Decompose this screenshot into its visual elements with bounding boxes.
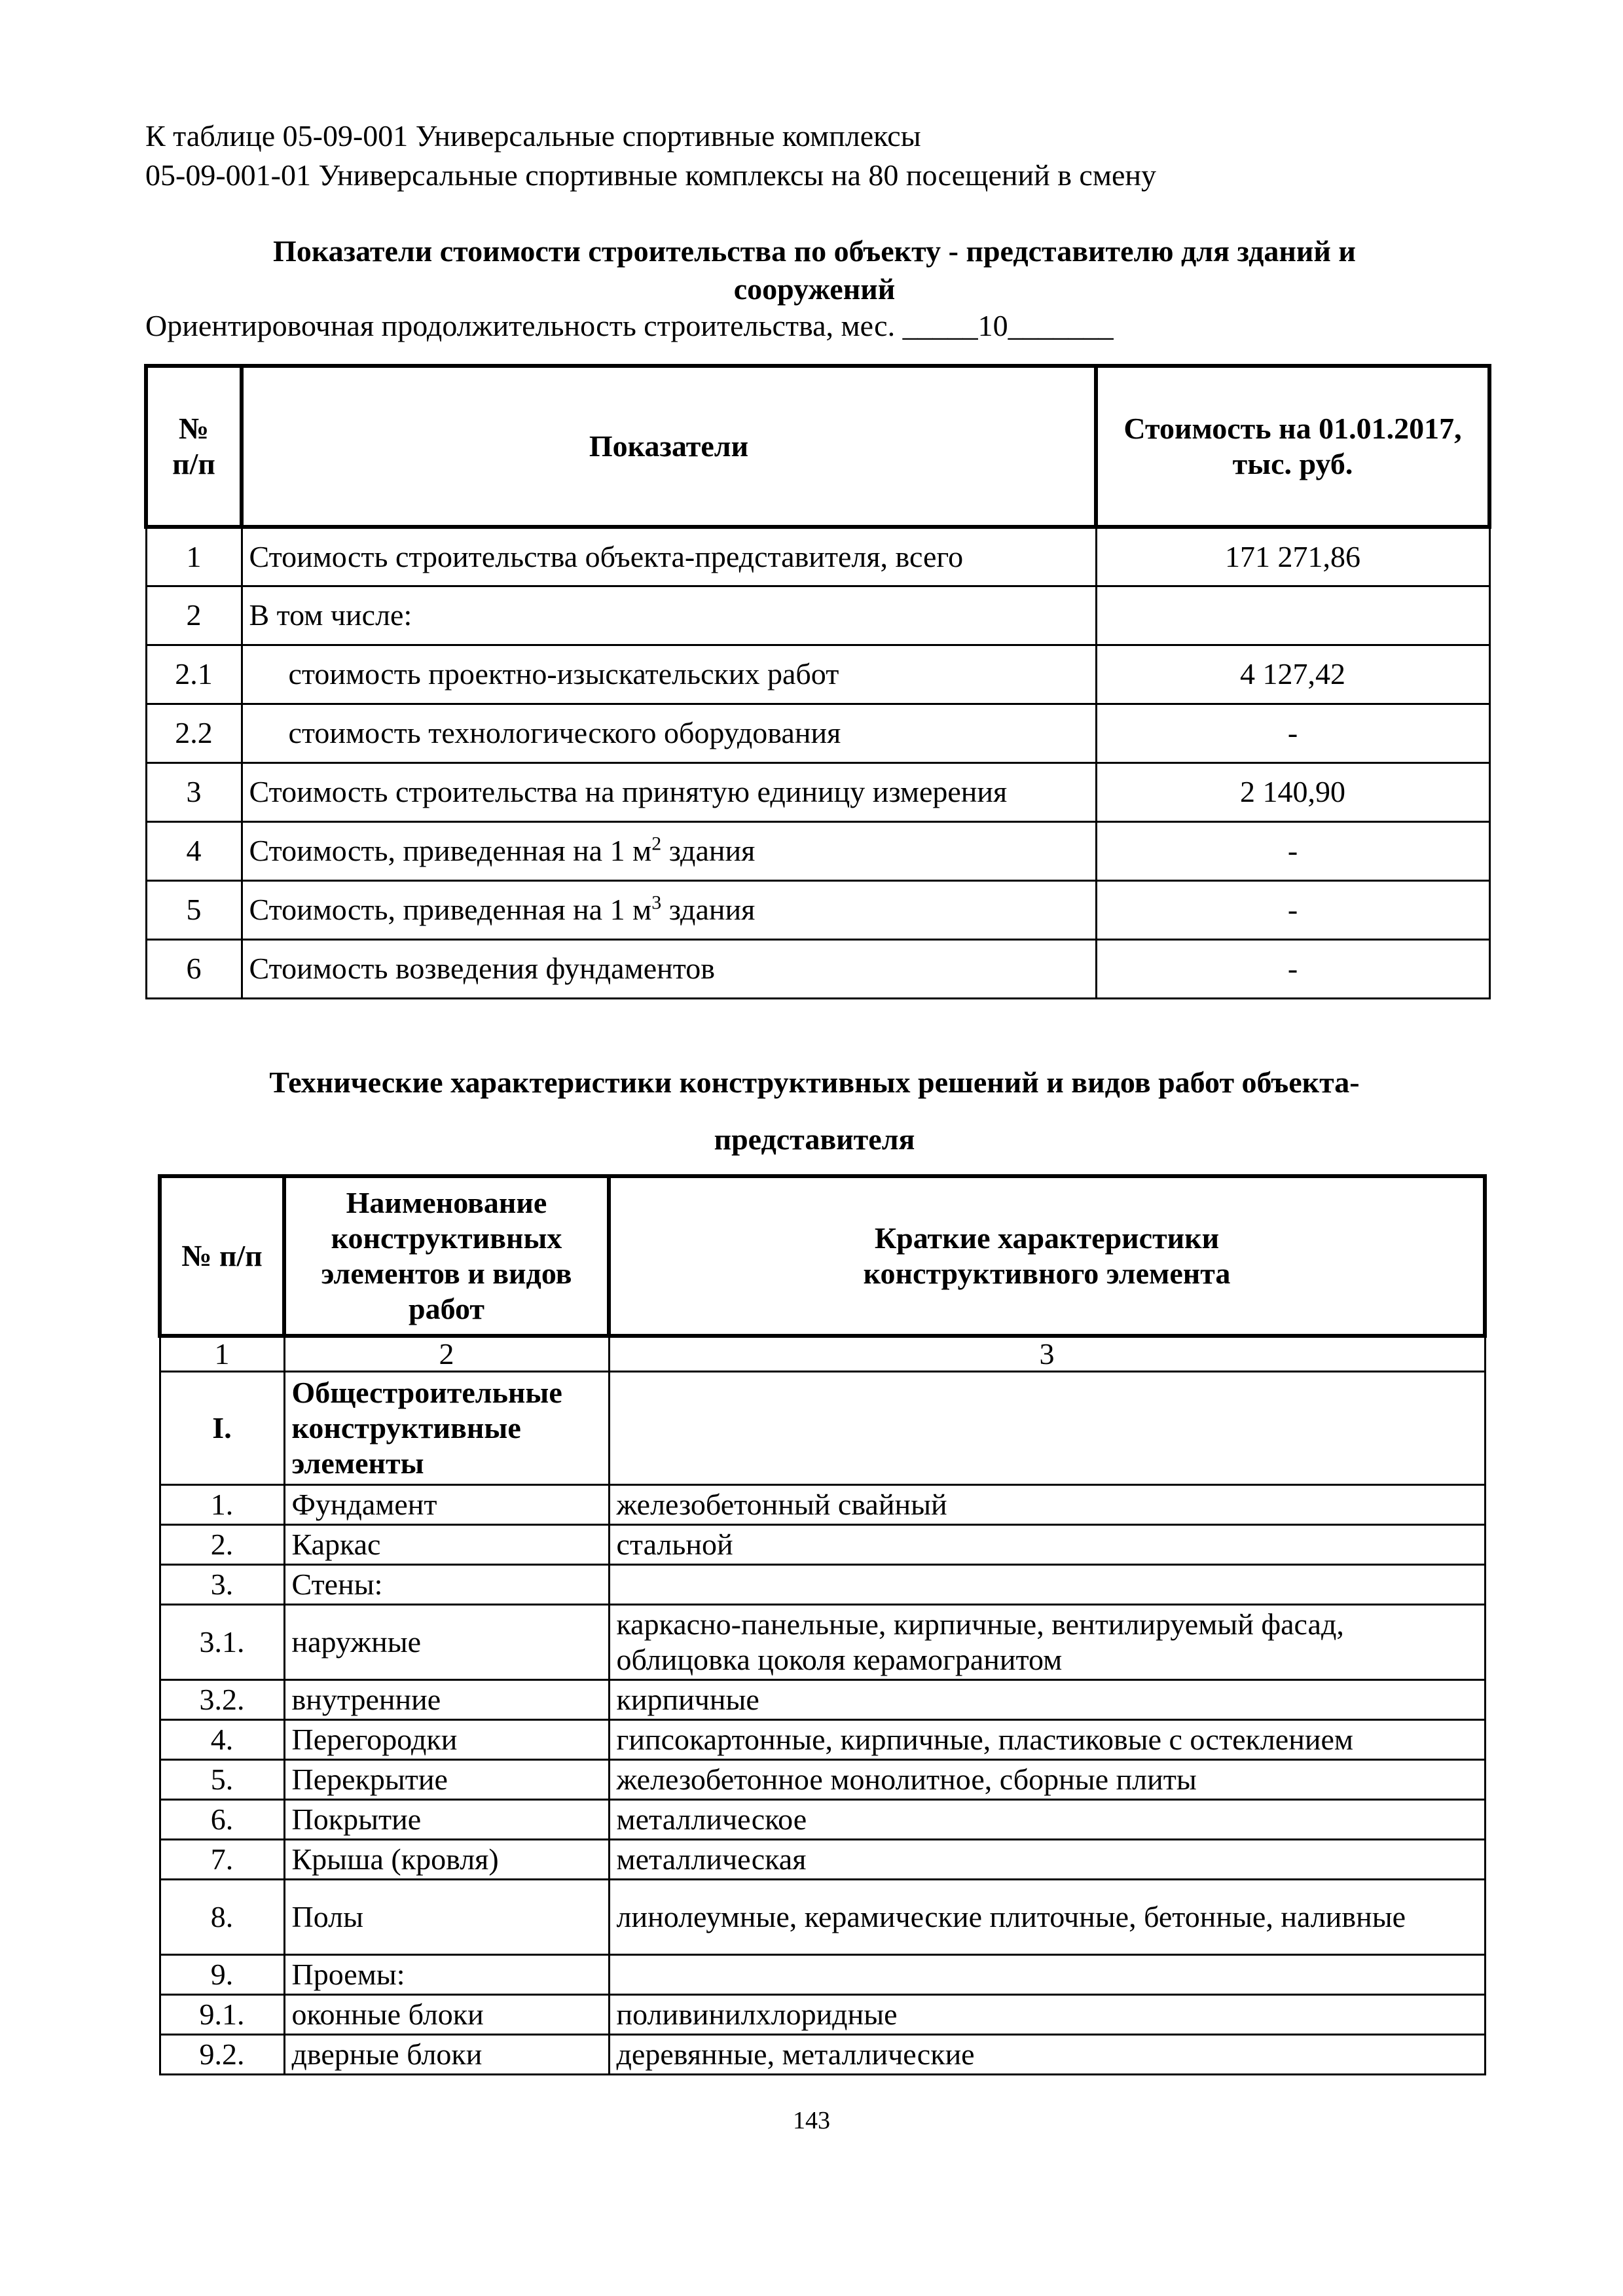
row-indicator-text: Стоимость, приведенная на 1 м: [249, 834, 652, 867]
row-description: [609, 1565, 1485, 1605]
row-element-name: наружные: [284, 1605, 609, 1680]
table-row: [146, 762, 1489, 821]
row-number: 1: [146, 527, 242, 586]
row-description: линолеумные, керамические плиточные, бетонные, наливные: [609, 1880, 1485, 1955]
table-row: [160, 1720, 1485, 1760]
row-number: 3.: [160, 1565, 284, 1605]
row-number: 2.: [160, 1525, 284, 1565]
column-header-cost: [1096, 366, 1489, 527]
row-description: железобетонное монолитное, сборные плиты: [609, 1760, 1485, 1800]
table-row: [146, 880, 1489, 939]
column-number: 3: [609, 1336, 1485, 1372]
row-indicator: [242, 821, 1096, 880]
row-description: гипсокартонные, кирпичные, пластиковые с остеклением: [609, 1720, 1485, 1760]
column-header-element-name: Наименование конструктивных элементов и видов работ: [284, 1176, 609, 1336]
row-description: деревянные, металлические: [609, 2035, 1485, 2075]
row-cost: -: [1096, 939, 1489, 998]
column-header-number-line-1: №: [178, 412, 210, 445]
table-row: [146, 939, 1489, 998]
table-row: [146, 527, 1489, 586]
row-indicator-text: Стоимость, приведенная на 1 м: [249, 893, 652, 926]
table-row: [160, 1955, 1485, 1995]
row-element-name: Покрытие: [284, 1800, 609, 1840]
row-description: кирпичные: [609, 1680, 1485, 1720]
table-row: [160, 1995, 1485, 2035]
row-indicator: стоимость проектно-изыскательских работ: [242, 645, 1096, 704]
row-element-name: Перекрытие: [284, 1760, 609, 1800]
section1-title-line-2: сооружений: [733, 272, 896, 306]
row-number: 9.1.: [160, 1995, 284, 2035]
row-cost: 4 127,42: [1096, 645, 1489, 704]
row-number: 3.2.: [160, 1680, 284, 1720]
row-number: 6: [146, 939, 242, 998]
row-description: [609, 1955, 1485, 1995]
row-element-name: оконные блоки: [284, 1995, 609, 2035]
table-row: [160, 1605, 1485, 1680]
column-header-number: № п/п: [160, 1176, 284, 1336]
row-description: [609, 1372, 1485, 1485]
table-row: [146, 586, 1489, 645]
superscript-3: 3: [651, 891, 662, 914]
row-element-name: Фундамент: [284, 1485, 609, 1525]
row-element-name: Перегородки: [284, 1720, 609, 1760]
table-row: [160, 1680, 1485, 1720]
row-number: 4: [146, 821, 242, 880]
column-header-cost-line-2: тыс. руб.: [1232, 447, 1353, 480]
column-header-cost-line-1: Стоимость на 01.01.2017,: [1123, 412, 1462, 445]
row-number: I.: [160, 1372, 284, 1485]
table-row: [146, 704, 1489, 762]
table-row: [146, 821, 1489, 880]
row-cost: -: [1096, 704, 1489, 762]
row-number: 2.2: [146, 704, 242, 762]
row-element-name: Каркас: [284, 1525, 609, 1565]
row-cost: -: [1096, 880, 1489, 939]
row-indicator: стоимость технологического оборудования: [242, 704, 1096, 762]
row-number: 3: [146, 762, 242, 821]
table-header-row: [160, 1176, 1485, 1336]
row-indicator: Стоимость возведения фундаментов: [242, 939, 1096, 998]
technical-characteristics-table: [158, 1174, 1487, 2075]
page-number: 143: [793, 2107, 830, 2134]
row-description: каркасно-панельные, кирпичные, вентилируемый фасад, облицовка цоколя керамогранитом: [609, 1605, 1485, 1680]
column-number: 1: [160, 1336, 284, 1372]
row-indicator: В том числе:: [242, 586, 1096, 645]
table-row: [160, 1800, 1485, 1840]
column-header-description-line-1: Краткие характеристики: [874, 1221, 1220, 1255]
table-row: [146, 645, 1489, 704]
row-cost: 2 140,90: [1096, 762, 1489, 821]
row-indicator-suffix: здания: [661, 893, 756, 926]
table-row: [160, 2035, 1485, 2075]
row-number: 1.: [160, 1485, 284, 1525]
row-number: 7.: [160, 1840, 284, 1880]
row-description: металлическая: [609, 1840, 1485, 1880]
header-line-1: К таблице 05-09-001 Универсальные спортивные комплексы: [145, 119, 921, 152]
section2-title-line-2: представителя: [714, 1122, 915, 1156]
row-element-name: Стены:: [284, 1565, 609, 1605]
table-row: [160, 1565, 1485, 1605]
table-row: [160, 1485, 1485, 1525]
row-number: 2: [146, 586, 242, 645]
column-header-number: [146, 366, 242, 527]
column-header-description: [609, 1176, 1485, 1336]
table-row: [160, 1525, 1485, 1565]
header-line-2: 05-09-001-01 Универсальные спортивные комплексы на 80 посещений в смену: [145, 158, 1156, 192]
row-number: 9.: [160, 1955, 284, 1995]
row-indicator: Стоимость строительства на принятую единицу измерения: [242, 762, 1096, 821]
construction-duration: Ориентировочная продолжительность строительства, мес. _____10_______: [145, 309, 1114, 342]
column-header-description-line-2: конструктивного элемента: [863, 1257, 1231, 1290]
table-header-row: [146, 366, 1489, 527]
row-element-name: Полы: [284, 1880, 609, 1955]
row-description: железобетонный свайный: [609, 1485, 1485, 1525]
column-numbers-row: [160, 1336, 1485, 1372]
row-number: 8.: [160, 1880, 284, 1955]
column-number: 2: [284, 1336, 609, 1372]
table-row: [160, 1880, 1485, 1955]
row-cost: 171 271,86: [1096, 527, 1489, 586]
row-number: 3.1.: [160, 1605, 284, 1680]
row-description: поливинилхлоридные: [609, 1995, 1485, 2035]
row-number: 5: [146, 880, 242, 939]
column-header-indicators: Показатели: [242, 366, 1096, 527]
superscript-2: 2: [651, 833, 662, 855]
row-indicator: [242, 880, 1096, 939]
row-number: 9.2.: [160, 2035, 284, 2075]
row-description: стальной: [609, 1525, 1485, 1565]
row-element-name: Проемы:: [284, 1955, 609, 1995]
section1-title-line-1: Показатели стоимости строительства по объекту - представителю для зданий и: [273, 234, 1356, 268]
cost-indicators-table: [144, 364, 1491, 999]
row-indicator-suffix: здания: [661, 834, 756, 867]
row-description: металлическое: [609, 1800, 1485, 1840]
row-element-name: внутренние: [284, 1680, 609, 1720]
row-element-name: Крыша (кровля): [284, 1840, 609, 1880]
row-element-name: Общестроительные конструктивные элементы: [284, 1372, 609, 1485]
row-indicator: Стоимость строительства объекта-представителя, всего: [242, 527, 1096, 586]
column-header-number-line-2: п/п: [172, 447, 215, 480]
row-number: 5.: [160, 1760, 284, 1800]
table-row: [160, 1372, 1485, 1485]
row-element-name: дверные блоки: [284, 2035, 609, 2075]
table-row: [160, 1840, 1485, 1880]
row-cost: -: [1096, 821, 1489, 880]
row-number: 4.: [160, 1720, 284, 1760]
row-cost: [1096, 586, 1489, 645]
section2-title-line-1: Технические характеристики конструктивных решений и видов работ объекта-: [269, 1066, 1360, 1099]
table-row: [160, 1760, 1485, 1800]
row-number: 2.1: [146, 645, 242, 704]
row-number: 6.: [160, 1800, 284, 1840]
